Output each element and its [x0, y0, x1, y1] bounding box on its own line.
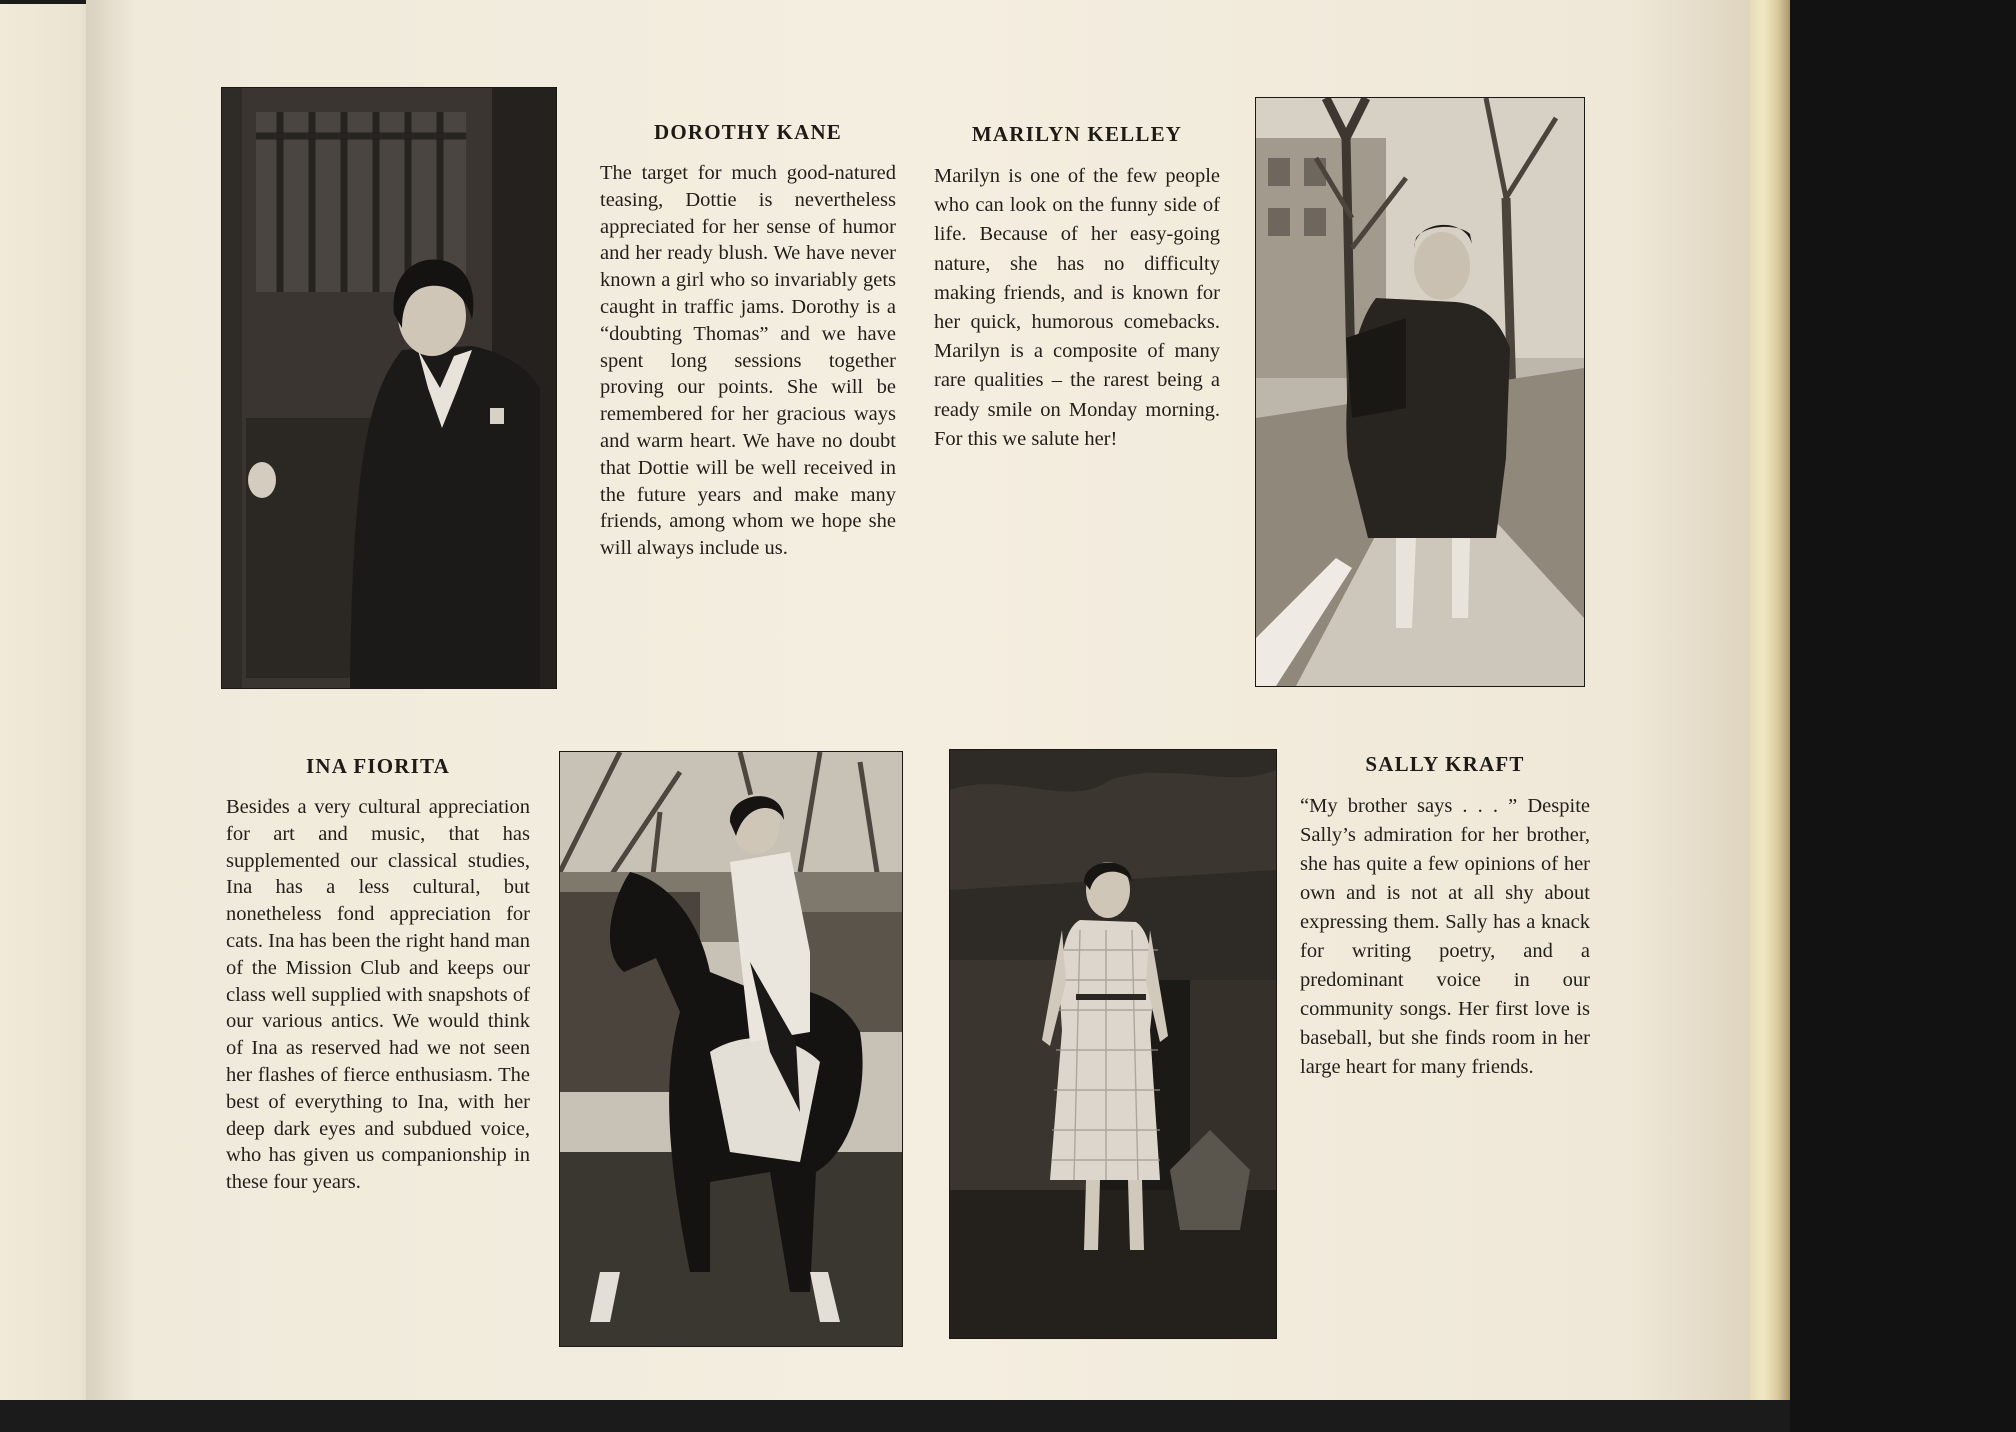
ina-fiorita-name: INA FIORITA — [305, 754, 451, 778]
marilyn-kelley-bio: Marilyn is one of the few people who can look on the funny side of life. Because of her easy-going nature, she has no difficulty making friends, and is known for her quick, humorous comebacks. Marilyn is a composite of many rare qualities – the rarest being a ready smile on Monday morning. For this we salute her! — [934, 165, 1220, 450]
book-cover — [1790, 0, 2016, 1432]
dorothy-kane-photo — [222, 88, 556, 688]
bottom-shadow — [0, 1400, 1800, 1432]
sally-kraft-photo — [950, 750, 1276, 1338]
dorothy-kane-name: DOROTHY KANE — [653, 120, 843, 144]
dorothy-kane-bio: The target for much good-natured teasing, Dottie is nevertheless appreciated for her sense of humor and her ready blush. We have never known a girl who so invariably gets caught in traffic jams. Dorothy is a “doubting Thomas” and we have spent long sessions together proving our points. She will be remembered for her gracious ways and warm heart. We have no doubt that Dottie will be well received in the future years and make many friends, among whom we hope she will always include us. — [600, 162, 896, 560]
ina-fiorita-bio: Besides a very cultural appreciation for art and music, that has supplemented our classical studies, Ina has a less cultural, but nonetheless fond appreciation for cats. Ina has been the right hand man of the Mission Club and keeps our class well supplied with snapshots of our various antics. We would think of Ina as reserved had we not seen her flashes of fierce enthusiasm. The best of everything to Ina, with her deep dark eyes and subdued voice, who has given us companionship in these four years. — [226, 796, 530, 1194]
marilyn-kelley-name: MARILYN KELLEY — [971, 122, 1183, 146]
sally-kraft-name: SALLY KRAFT — [1365, 752, 1525, 776]
ina-fiorita-photo — [560, 752, 902, 1346]
marilyn-kelley-photo — [1256, 98, 1584, 686]
page-stack-edge — [1750, 0, 1790, 1402]
sally-kraft-bio: “My brother says . . . ” Despite Sally’s admiration for her brother, she has quite a few opinions of her own and is not at all shy about expressing them. Sally has a knack for writing poetry, and a predominant voice in our community songs. Her first love is baseball, but she finds room in her large heart for many friends. — [1300, 795, 1590, 1078]
